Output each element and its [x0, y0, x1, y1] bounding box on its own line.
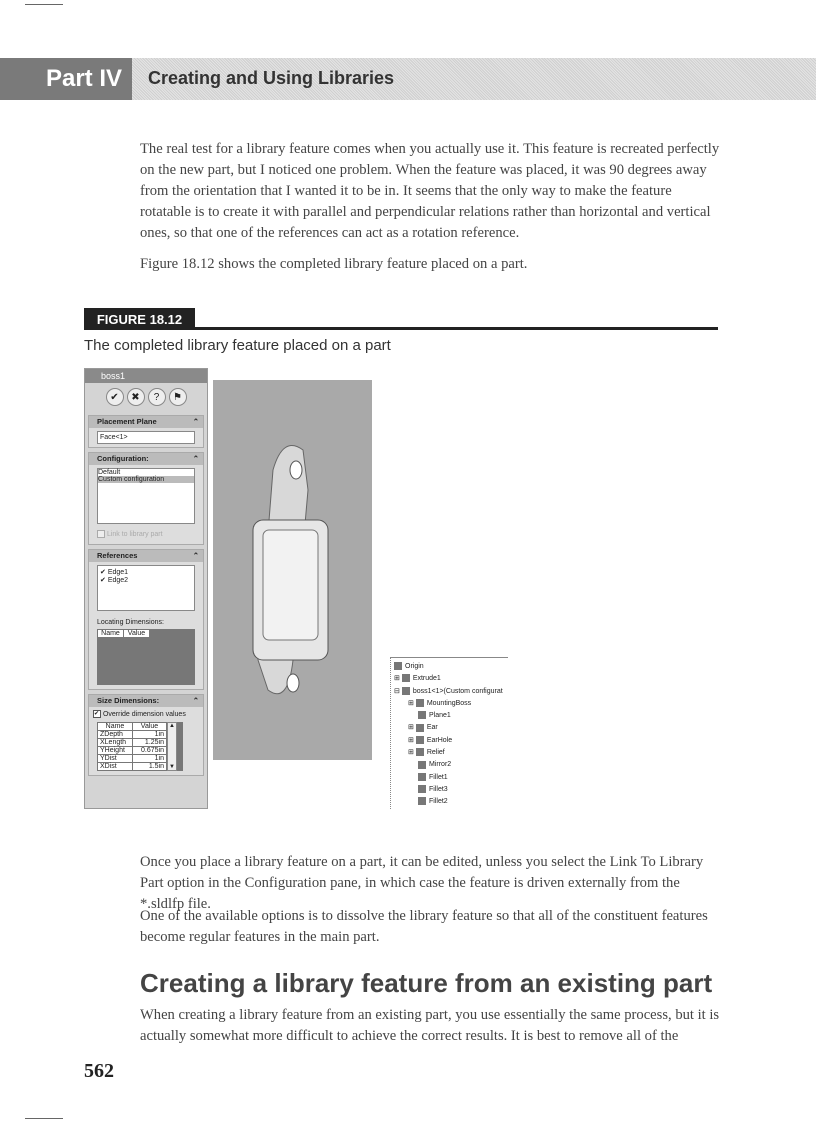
override-label: Override dimension values — [102, 710, 186, 718]
model-viewport[interactable] — [213, 380, 372, 760]
cell[interactable]: 1.25in — [133, 739, 167, 747]
paragraph: When creating a library feature from an existing part, you use essentially the same process, but it is actually somewhat more difficult to achieve the correct results. It is best to remove all of the — [140, 1007, 720, 1044]
reference-label: Edge1 — [107, 569, 129, 576]
locating-label: Locating Dimensions: — [97, 619, 164, 626]
paragraph: Once you place a library feature on a part, it can be edited, unless you select the Link To Library Part option in the Configuration pane, in which case the feature is driven externally from the *.sldlfp file. — [140, 854, 704, 912]
plane-icon — [418, 711, 426, 719]
pin-icon[interactable]: ⚑ — [169, 388, 187, 406]
tree-label: Relief — [426, 749, 445, 757]
tree-item[interactable] — [394, 796, 505, 808]
feature-icon — [416, 724, 424, 732]
tree-item[interactable]: ⊟ boss1<1>(Custom configurat — [394, 687, 503, 695]
section-heading: References — [97, 551, 138, 560]
tree-label: Mirror2 — [429, 761, 452, 769]
col-header: Value — [133, 723, 167, 731]
tree-item[interactable] — [394, 661, 505, 673]
locating-table[interactable] — [97, 629, 195, 685]
collapse-icon[interactable]: ⌃ — [192, 454, 199, 463]
size-table — [97, 722, 167, 771]
cell[interactable]: 1.5in — [133, 763, 167, 771]
tree-label: Plane1 — [429, 712, 451, 720]
cell: YDist — [98, 755, 133, 763]
link-label: Link to library part — [106, 530, 163, 538]
col-header: Name — [98, 723, 133, 731]
tree-item[interactable]: ⊞ MountingBoss — [408, 699, 472, 707]
tree-label: Extrude1 — [412, 675, 441, 683]
feature-icon — [402, 674, 410, 682]
table-row[interactable] — [98, 731, 167, 739]
link-checkbox[interactable] — [97, 530, 105, 538]
panel-title-text: boss1 — [101, 371, 126, 381]
ok-icon[interactable]: ✔ — [106, 388, 124, 406]
cell[interactable]: 1in — [133, 731, 167, 739]
feature-icon — [416, 736, 424, 744]
cell: XLength — [98, 739, 133, 747]
tree-label: Fillet3 — [429, 785, 448, 793]
tree-item[interactable] — [394, 759, 505, 771]
tree-item[interactable] — [394, 772, 505, 784]
config-item[interactable]: Default — [98, 469, 121, 476]
scrollbar[interactable] — [167, 722, 177, 771]
placement-section — [88, 415, 204, 448]
tree-item[interactable]: ⊞ Extrude1 — [394, 675, 441, 683]
feature-tree — [390, 657, 508, 809]
figure-rule — [195, 327, 718, 330]
tree-label: EarHole — [426, 736, 453, 744]
table-row[interactable] — [98, 739, 167, 747]
origin-icon — [394, 662, 402, 670]
reference-item[interactable] — [100, 568, 192, 576]
tree-item[interactable] — [394, 710, 505, 722]
paragraph: One of the available options is to dissolve the library feature so that all of the constituent features become regular features in the main part. — [140, 908, 708, 945]
table-row[interactable] — [98, 747, 167, 755]
tree-label: Fillet1 — [429, 773, 448, 781]
fillet-icon — [418, 797, 426, 805]
tree-item[interactable] — [394, 784, 505, 796]
override-checkbox[interactable]: ✔ — [94, 711, 100, 717]
collapse-icon[interactable]: ⌃ — [192, 696, 199, 705]
tree-item[interactable]: ⊞ Ear — [408, 724, 438, 732]
placement-field[interactable]: Face<1> — [97, 431, 195, 444]
tree-item[interactable]: ⊞ EarHole — [408, 736, 453, 744]
fillet-icon — [418, 785, 426, 793]
mirror-icon — [418, 761, 426, 769]
tree-label: boss1<1>(Custom configurat — [412, 687, 503, 695]
collapse-icon[interactable]: ⌃ — [192, 551, 199, 560]
cell: ZDepth — [98, 731, 133, 739]
paragraph: Figure 18.12 shows the completed library feature placed on a part. — [140, 256, 528, 272]
library-feature-icon — [402, 687, 410, 695]
section-heading: Creating a library feature from an existing part — [140, 968, 713, 998]
cancel-icon[interactable]: ✖ — [127, 388, 145, 406]
fillet-icon — [418, 773, 426, 781]
feature-icon — [416, 699, 424, 707]
tree-label: Origin — [405, 663, 424, 670]
crop-mark — [25, 4, 63, 5]
scroll-up-icon[interactable]: ▲ — [169, 723, 175, 729]
check-icon: ✔ — [100, 577, 106, 584]
configuration-section — [88, 452, 204, 545]
cell: YHeight — [98, 747, 133, 755]
config-item[interactable]: Custom configuration — [98, 476, 194, 483]
table-row[interactable] — [98, 763, 167, 771]
tree-label: Ear — [426, 724, 438, 732]
collapse-icon[interactable]: ⌃ — [192, 417, 199, 426]
part-label: Part IV — [0, 58, 132, 100]
scroll-down-icon[interactable]: ▼ — [169, 764, 175, 770]
tree-label: MountingBoss — [426, 699, 472, 707]
figure-caption: The completed library feature placed on a part — [84, 337, 391, 354]
section-heading: Placement Plane — [97, 417, 157, 426]
tree-item[interactable]: ⊞ Relief — [408, 749, 445, 757]
cell[interactable]: 0.675in — [133, 747, 167, 755]
paragraph: The real test for a library feature comes when you actually use it. This feature is recreated perfectly on the new part, but I noticed one problem. When the feature was placed, it was 90 degrees away from the orientation that I wanted it to be in. It seems that the only way to make the feature rotatable is to create it with parallel and perpendicular relations rather than horizontal and vertical ones, so that one of the references can act as a rotation reference. — [140, 141, 720, 241]
figure-label: FIGURE 18.12 — [84, 308, 195, 330]
page-number: 562 — [84, 1060, 114, 1082]
cell: XDist — [98, 763, 133, 771]
section-heading: Size Dimensions: — [97, 696, 160, 705]
reference-item[interactable] — [100, 576, 192, 584]
help-icon[interactable]: ? — [148, 388, 166, 406]
property-manager — [84, 368, 208, 809]
section-heading: Configuration: — [97, 454, 149, 463]
size-section — [88, 694, 204, 776]
table-row[interactable] — [98, 755, 167, 763]
feature-icon — [416, 748, 424, 756]
chapter-title: Creating and Using Libraries — [148, 68, 395, 88]
crop-mark — [25, 1118, 63, 1119]
tree-label: Fillet2 — [429, 798, 448, 806]
panel-title — [85, 369, 207, 383]
col-header: Name — [98, 630, 124, 638]
references-section — [88, 549, 204, 690]
reference-label: Edge2 — [107, 577, 129, 584]
cell[interactable]: 1in — [133, 755, 167, 763]
check-icon: ✔ — [100, 569, 106, 576]
col-header: Value — [124, 630, 150, 638]
part-model-illustration — [213, 380, 372, 760]
